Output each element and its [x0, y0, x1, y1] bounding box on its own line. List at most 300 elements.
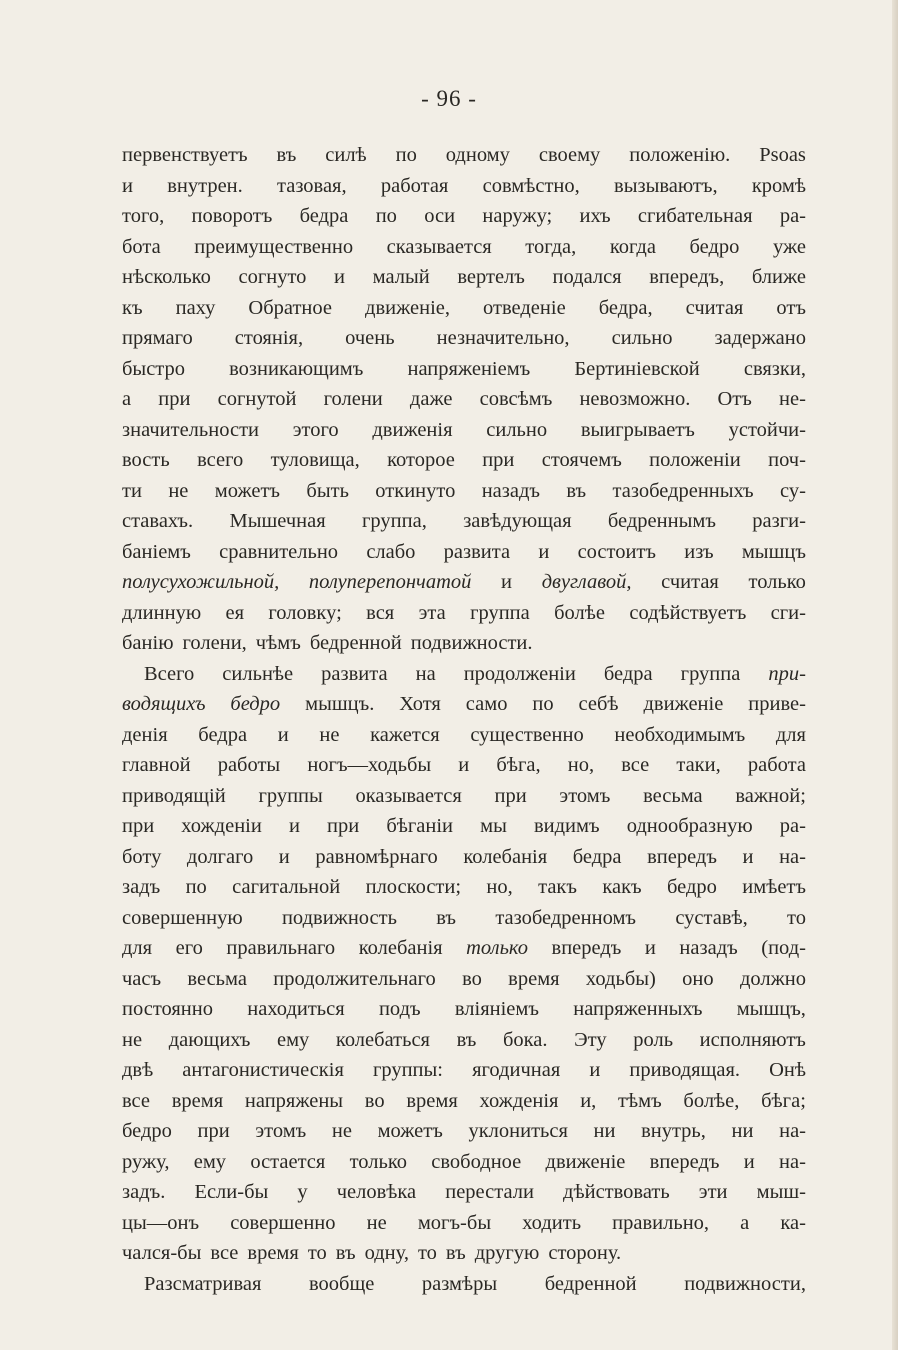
word: долгаго — [186, 845, 254, 868]
word: совершенную — [122, 906, 243, 929]
word: длинную — [122, 601, 202, 624]
word: только — [349, 1150, 408, 1173]
word: впередъ, — [649, 266, 725, 288]
word: оказывается — [355, 784, 462, 807]
word: болѣе — [554, 601, 605, 624]
text-line — [122, 872, 806, 903]
word: задъ. — [122, 1181, 166, 1203]
word: антагонистическія — [182, 1059, 344, 1081]
word: этомъ — [559, 784, 611, 807]
word: и — [458, 754, 470, 776]
text-line — [122, 1269, 806, 1300]
text-line — [122, 933, 806, 964]
text-line — [122, 1116, 806, 1147]
word: по — [532, 693, 554, 715]
word: впередъ — [649, 1150, 720, 1173]
word: такъ — [538, 876, 577, 898]
word: группы: — [372, 1059, 444, 1081]
word: поч- — [768, 449, 806, 471]
word: его — [175, 937, 203, 959]
word: разги- — [752, 510, 806, 532]
word: и — [334, 266, 346, 288]
word: другую — [474, 1242, 540, 1264]
word: на- — [779, 845, 806, 868]
word: при — [494, 784, 527, 807]
word: время — [247, 1242, 299, 1264]
word: въ — [566, 479, 587, 502]
word: вызываютъ, — [614, 174, 718, 197]
word: сравнительно — [219, 540, 339, 563]
word: то — [417, 1242, 437, 1264]
word: бедро — [122, 1120, 172, 1142]
word: Psoas — [759, 144, 806, 166]
word: состоитъ — [577, 540, 656, 563]
text-line — [122, 1147, 806, 1178]
word: группа — [680, 662, 741, 685]
word: преимущественно — [194, 235, 354, 258]
text-line — [122, 476, 806, 507]
text-line — [122, 781, 806, 812]
word: бѣганіи — [386, 815, 454, 837]
word: ему — [193, 1150, 227, 1173]
word: ружу, — [122, 1150, 170, 1173]
word: колебанія — [358, 937, 443, 959]
word: этомъ — [255, 1120, 307, 1142]
word: подвижность — [281, 906, 397, 929]
word: стоянія, — [234, 327, 304, 349]
text-line — [122, 384, 806, 415]
word: въ — [335, 1242, 356, 1264]
word: прямаго — [122, 327, 193, 349]
text-line — [122, 445, 806, 476]
word: въ — [436, 906, 457, 929]
word: уклониться — [468, 1120, 568, 1142]
word: у — [297, 1181, 308, 1203]
word: кромѣ — [751, 174, 806, 197]
word: время — [171, 1089, 224, 1112]
word: время — [406, 1089, 458, 1112]
word: дающихъ — [168, 1028, 251, 1051]
word: существенно — [470, 723, 584, 746]
word: при — [327, 815, 360, 837]
word: назадъ — [679, 937, 738, 959]
word: и — [743, 1150, 755, 1173]
word: на- — [779, 1120, 806, 1142]
word: Онѣ — [769, 1059, 806, 1081]
text-line — [122, 1238, 806, 1269]
word: приве- — [748, 693, 806, 715]
word: и — [538, 540, 550, 563]
text-line — [122, 293, 806, 324]
text-line — [122, 415, 806, 446]
word: напряжены — [244, 1089, 344, 1112]
word: и — [644, 937, 656, 959]
word: бедра, — [598, 296, 653, 319]
word: плоскости; — [365, 876, 462, 898]
word: совершенно — [230, 1211, 336, 1234]
italic-word: водящихъ — [122, 693, 206, 715]
word: все — [621, 754, 650, 776]
word: Отъ — [717, 388, 752, 410]
word: силѣ — [325, 144, 367, 166]
word: мыш- — [756, 1181, 806, 1203]
word: бѣга, — [496, 754, 541, 776]
word: паху — [175, 296, 216, 319]
word: денія — [122, 723, 168, 746]
word: задержано — [714, 327, 806, 349]
word: ея — [225, 601, 245, 624]
text-line — [122, 354, 806, 385]
word: одному — [445, 144, 510, 166]
word: устойчи- — [728, 418, 806, 441]
word: могъ-бы — [417, 1211, 492, 1234]
word: ра- — [779, 815, 806, 837]
word: внутрен. — [167, 174, 243, 197]
word: быть — [306, 479, 349, 502]
word: въ — [445, 1242, 466, 1264]
text-line — [122, 750, 806, 781]
word: остается — [250, 1150, 326, 1173]
word: видимъ — [533, 815, 600, 837]
word: положеніи — [649, 449, 741, 471]
text-line — [122, 811, 806, 842]
word: кажется — [370, 723, 440, 746]
word: оно — [682, 967, 714, 990]
word: ближе — [751, 266, 806, 288]
text-line — [122, 323, 806, 354]
word: правильно, — [612, 1211, 710, 1234]
word: продолженіи — [463, 662, 576, 685]
word: но, — [486, 876, 513, 898]
word: постоянно — [122, 998, 213, 1020]
word: движеніе, — [365, 296, 451, 319]
word: своему — [538, 144, 601, 166]
word: по — [185, 876, 207, 898]
text-line — [122, 689, 806, 720]
word: работа — [747, 754, 806, 776]
word: ногъ—ходьбы — [307, 754, 432, 776]
word: ему — [276, 1028, 310, 1051]
word: считая — [661, 571, 719, 593]
word: связки, — [743, 357, 806, 380]
word: исполняютъ — [699, 1028, 806, 1051]
word: для — [122, 937, 153, 959]
word: все — [122, 1089, 151, 1112]
text-line — [122, 842, 806, 873]
word: наружу; — [482, 205, 553, 227]
word: находиться — [247, 998, 345, 1020]
word: положенію. — [629, 144, 731, 166]
word: человѣка — [336, 1181, 417, 1203]
text-line — [122, 1086, 806, 1117]
word: бедра — [299, 205, 349, 227]
word: размѣры — [421, 1272, 498, 1295]
word: возникающимъ — [229, 357, 364, 380]
word: не- — [779, 388, 806, 410]
word: ходить — [522, 1211, 582, 1234]
word: быстро — [122, 357, 186, 380]
text-line — [122, 1177, 806, 1208]
word: Разсматривая — [144, 1272, 262, 1295]
word: мышцъ — [741, 540, 806, 563]
word: и — [122, 174, 133, 197]
text-line — [122, 1025, 806, 1056]
word: время — [508, 967, 560, 990]
word: хожденіи — [181, 815, 262, 837]
word: то — [307, 1242, 327, 1264]
word: очень — [345, 327, 395, 349]
word: мышцъ. — [305, 693, 375, 715]
word: мы — [480, 815, 507, 837]
word: перестали — [445, 1181, 534, 1203]
word: бедра — [198, 723, 248, 746]
word: совмѣстно, — [482, 174, 580, 197]
word: и — [278, 845, 290, 868]
word: и — [589, 1059, 601, 1081]
text-line — [122, 994, 806, 1025]
word: подался — [552, 266, 622, 288]
word: на — [415, 662, 436, 685]
word: чался-бы — [122, 1242, 202, 1264]
word: сказывается — [386, 235, 492, 258]
word: но, — [567, 754, 595, 776]
word: значительности — [122, 418, 260, 441]
italic-word: полусухожильной, — [122, 571, 280, 593]
word: незначительно, — [436, 327, 570, 349]
text-line — [122, 964, 806, 995]
word: впередъ — [647, 845, 717, 868]
italic-word: двуглавой, — [541, 571, 632, 593]
word: а — [122, 388, 132, 410]
word: малый — [372, 266, 430, 288]
word: ягодичная — [472, 1059, 561, 1081]
word: вообще — [309, 1272, 375, 1295]
word: къ — [122, 296, 143, 319]
word: отъ — [776, 296, 806, 319]
word: ни — [731, 1120, 754, 1142]
word: (под- — [761, 937, 806, 959]
word: чѣмъ — [255, 632, 301, 654]
text-line — [122, 537, 806, 568]
word: Эту — [574, 1028, 607, 1051]
word: въ — [276, 144, 297, 166]
word: колебаться — [335, 1028, 430, 1051]
word: впередъ — [551, 937, 622, 959]
word: нѣсколько — [122, 266, 211, 288]
word: тазобедренныхъ — [612, 479, 754, 502]
word: важной; — [735, 784, 806, 807]
word: сильно — [611, 327, 673, 349]
word: ходьбы) — [585, 967, 656, 990]
word: подвижности. — [410, 632, 533, 654]
word: которое — [387, 449, 455, 471]
word: по — [375, 205, 397, 227]
word: бедреннымъ — [607, 510, 716, 532]
word: ти — [122, 479, 142, 502]
word: напряженныхъ — [573, 998, 703, 1020]
word: роль — [633, 1028, 674, 1051]
word: отведеніе — [483, 296, 566, 319]
italic-word: полуперепончатой — [308, 571, 472, 593]
text-line — [122, 903, 806, 934]
word: голени, — [182, 632, 247, 654]
word: продолжительнаго — [273, 967, 436, 990]
word: и — [742, 845, 754, 868]
word: не — [366, 1211, 387, 1234]
word: головку; — [268, 601, 342, 624]
text-line — [122, 506, 806, 537]
word: двѣ — [122, 1059, 154, 1081]
word: бока. — [502, 1028, 548, 1051]
word: ихъ — [579, 205, 611, 227]
word: ра- — [779, 205, 806, 227]
word: должно — [739, 967, 806, 990]
word: можетъ — [377, 1120, 443, 1142]
text-line — [122, 232, 806, 263]
word: ставахъ. — [122, 510, 194, 532]
word: бѣга; — [761, 1089, 806, 1112]
italic-word: бедро — [230, 693, 281, 715]
word: движеніе — [643, 693, 724, 715]
word: то — [787, 906, 806, 929]
word: бедро — [689, 235, 740, 258]
word: колебанія — [463, 845, 548, 868]
word: откинуто — [375, 479, 456, 502]
text-line — [122, 262, 806, 293]
word: ни — [593, 1120, 616, 1142]
word: совсѣмъ — [479, 388, 553, 410]
word: первенствуетъ — [122, 144, 248, 166]
word: не — [122, 1028, 143, 1051]
word: тѣмъ — [618, 1089, 662, 1112]
word: работы — [217, 754, 281, 776]
word: бедра — [572, 845, 622, 868]
italic-word: при- — [768, 662, 806, 685]
word: боту — [122, 845, 162, 868]
word: тазовая, — [277, 174, 347, 197]
word: движенія — [372, 418, 453, 441]
word: бедра — [603, 662, 653, 685]
word: работая — [380, 174, 449, 197]
word: туловища, — [270, 449, 360, 471]
word: содѣйствуетъ — [629, 601, 747, 624]
word: вліяніемъ — [454, 998, 539, 1020]
word: вертелъ — [457, 266, 525, 288]
word: изъ — [684, 540, 714, 563]
text-line — [122, 1055, 806, 1086]
word: сги- — [770, 601, 806, 624]
word: болѣе, — [683, 1089, 740, 1112]
word: себѣ — [578, 693, 619, 715]
word: эти — [698, 1181, 728, 1203]
word: даже — [409, 388, 453, 410]
word: не — [319, 723, 340, 746]
word: подвижности, — [684, 1272, 806, 1295]
text-line — [122, 201, 806, 232]
word: согнутой — [217, 388, 297, 410]
word: правильнаго — [226, 937, 336, 959]
text-line — [122, 1208, 806, 1239]
word: уже — [772, 235, 806, 258]
word: и — [288, 815, 300, 837]
word: весьма — [643, 784, 703, 807]
word: ка- — [780, 1211, 806, 1234]
word: эта — [418, 601, 446, 624]
word: назадъ — [481, 479, 540, 502]
text-line — [122, 598, 806, 629]
word: и, — [580, 1089, 597, 1112]
word: задъ — [122, 876, 161, 898]
word: не — [168, 479, 189, 502]
word: напряженіемъ — [407, 357, 531, 380]
word: можетъ — [214, 479, 281, 502]
word: и — [501, 571, 513, 593]
word: приводящая. — [629, 1059, 741, 1081]
text-line — [122, 720, 806, 751]
word: для — [775, 723, 806, 746]
word: сторону. — [548, 1242, 622, 1264]
word: сильнѣе — [222, 662, 294, 685]
text-line — [122, 567, 806, 598]
word: голени — [323, 388, 383, 410]
word: сагитальной — [232, 876, 341, 898]
word: Мышечная — [229, 510, 326, 532]
word: банію — [122, 632, 174, 654]
word: всего — [197, 449, 244, 471]
page-edge — [892, 0, 898, 1350]
word: согнуто — [238, 266, 307, 288]
word: подъ — [378, 998, 421, 1020]
word: движеніе — [545, 1150, 626, 1173]
word: въ — [456, 1028, 477, 1051]
word: не — [331, 1120, 352, 1142]
word: развита — [443, 540, 511, 563]
word: а — [740, 1211, 750, 1234]
word: равномѣрнаго — [315, 845, 438, 868]
word: во — [364, 1089, 385, 1112]
word: Хотя — [399, 693, 441, 715]
word: бота — [122, 235, 161, 258]
word: по — [395, 144, 417, 166]
word: бедро — [666, 876, 717, 898]
word: того, — [122, 205, 165, 227]
word: необходимымъ — [614, 723, 746, 746]
word: таки, — [676, 754, 721, 776]
word: когда — [609, 235, 656, 258]
word: однообразную — [626, 815, 753, 837]
word: приводящій — [122, 784, 226, 807]
word: одну, — [364, 1242, 409, 1264]
word: считая — [685, 296, 744, 319]
word: Всего — [144, 662, 195, 685]
word: сгибательная — [637, 205, 753, 227]
word: главной — [122, 754, 191, 776]
word: баніемъ — [122, 540, 191, 563]
word: суставѣ, — [675, 906, 748, 929]
word: группы — [258, 784, 323, 807]
word: су- — [780, 479, 806, 502]
word: само — [465, 693, 508, 715]
word: какъ — [602, 876, 642, 898]
word: при — [158, 388, 191, 410]
word: группа, — [362, 510, 427, 532]
word: хожденія — [479, 1089, 559, 1112]
word: слабо — [366, 540, 416, 563]
word: выигрываетъ — [580, 418, 695, 441]
word: часъ — [122, 967, 162, 990]
word: стоячемъ — [541, 449, 622, 471]
word: бедренной — [309, 632, 402, 654]
